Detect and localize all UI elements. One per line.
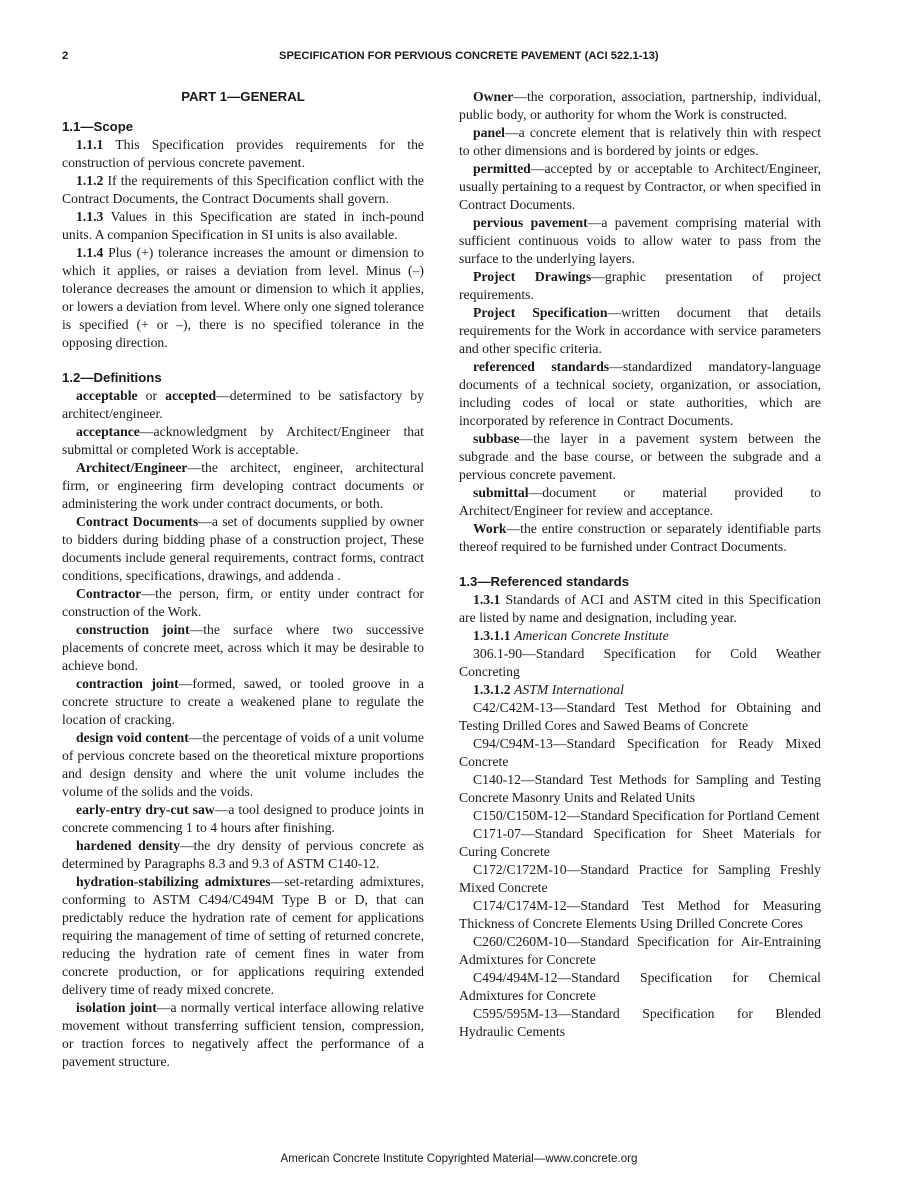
definition-item xyxy=(459,88,821,124)
definition-text: —written document that details requirements for the Work in accordance with service parameters and other specific criteria. xyxy=(459,305,822,356)
definition-item xyxy=(62,585,424,621)
standard-item: C595/595M-13—Standard Specification for Blended Hydraulic Cements xyxy=(459,1006,821,1039)
definition-term: pervious pavement xyxy=(473,215,588,230)
paragraph-text: Plus (+) tolerance increases the amount or dimension to which it applies, or raises a deviation from level. Minus (–) tolerance decreases the amount or dimension to which it applies, or lowers a deviation from level. Where only one signed tolerance is specified (+ or –), there is no specified tolerance in the opposing direction. xyxy=(62,245,424,350)
paragraph-number: 1.1.3 xyxy=(76,209,104,224)
definition-text: —the percentage of voids of a unit volume of pervious concrete based on the theoretical mixture proportions and design density and where the unit volume includes the volume of the solids and the voids. xyxy=(62,730,424,799)
paragraph-text: Values in this Specification are stated in inch-pound units. A companion Specification in SI units is also available. xyxy=(62,209,424,242)
standard-item: C171-07—Standard Specification for Sheet Materials for Curing Concrete xyxy=(459,826,821,859)
part-title: PART 1—GENERAL xyxy=(181,89,305,104)
aci-standards-list xyxy=(459,645,821,681)
definition-text: —a tool designed to produce joints in concrete commencing 1 to 4 hours after finishing. xyxy=(62,802,424,835)
standard-item: 306.1-90—Standard Specification for Cold Weather Concreting xyxy=(459,646,821,679)
standard-item: C494/494M-12—Standard Specification for Chemical Admixtures for Concrete xyxy=(459,970,821,1003)
copyright-footer: American Concrete Institute Copyrighted Material—www.concrete.org xyxy=(280,1152,638,1165)
definition-item xyxy=(62,459,424,513)
standard-item: C42/C42M-13—Standard Test Method for Obtaining and Testing Drilled Cores and Sawed Beams of Concrete xyxy=(459,700,821,733)
definition-text: —accepted by or acceptable to Architect/Engineer, usually pertaining to a request by Contractor, or when specified in Contract Documents. xyxy=(459,161,821,212)
referenced-standards-intro: 1.3.1 Standards of ACI and ASTM cited in this Specification are listed by name and designation, including year. xyxy=(459,592,821,625)
section-heading-definitions: 1.2—Definitions xyxy=(62,370,162,385)
standard-item: C94/C94M-13—Standard Specification for Ready Mixed Concrete xyxy=(459,736,821,769)
definition-item xyxy=(459,304,821,358)
definition-text: —determined to be satisfactory by architect/engineer. xyxy=(62,388,424,421)
paragraph-text: If the requirements of this Specification conflict with the Contract Documents, the Contract Documents shall govern. xyxy=(62,173,424,206)
definition-text: —the entire construction or separately identifiable parts thereof required to be furnished under Contract Documents. xyxy=(459,521,821,554)
aci-subheading: 1.3.1.1 American Concrete Institute xyxy=(473,628,669,643)
right-column xyxy=(459,88,821,1041)
scope-paragraph xyxy=(62,244,424,352)
scope-paragraph xyxy=(62,136,424,172)
definition-term: Contractor xyxy=(76,586,142,601)
definition-text: —the dry density of pervious concrete as determined by Paragraphs 8.3 and 9.3 of ASTM C140-12. xyxy=(62,838,424,871)
definition-term: construction joint xyxy=(76,622,190,637)
scope-paragraph xyxy=(62,172,424,208)
definition-text: —the layer in a pavement system between the subgrade and the base course, or between the subgrade and a pervious concrete pavement. xyxy=(459,431,821,482)
left-column xyxy=(62,88,424,1071)
definition-text: —formed, sawed, or tooled groove in a concrete structure to create a weakened plane to regulate the location of cracking. xyxy=(62,676,425,727)
definition-text: —a set of documents supplied by owner to bidders during bidding phase of a construction project, These documents include general requirements, contract forms, contract conditions, specifications, drawings, and addenda . xyxy=(62,514,424,583)
standard-item: C172/C172M-10—Standard Practice for Sampling Freshly Mixed Concrete xyxy=(459,862,821,895)
definition-item xyxy=(459,124,821,160)
definition-term: permitted xyxy=(473,161,531,176)
standard-item: C174/C174M-12—Standard Test Method for Measuring Thickness of Concrete Elements Using Drilled Concrete Cores xyxy=(459,898,821,931)
scope-list xyxy=(62,136,424,352)
definition-item xyxy=(459,430,821,484)
definition-connector: or xyxy=(137,388,166,403)
section-heading-scope: 1.1—Scope xyxy=(62,119,134,134)
running-header xyxy=(62,50,852,70)
definition-item xyxy=(459,484,821,520)
definition-text: —a normally vertical interface allowing relative movement without transferring sufficient tension, compression, or traction forces to negatively affect the performance of a pavement structure. xyxy=(62,1000,424,1069)
definition-text: —document or material provided to Architect/Engineer for review and acceptance. xyxy=(459,485,821,518)
definition-text: —standardized mandatory-language documents of a technical society, organization, or association, including codes of local or state authorities, which are incorporated by reference in Contract Documents. xyxy=(459,359,821,428)
definition-term: acceptance xyxy=(76,424,140,439)
definition-term: Project Specification xyxy=(473,305,608,320)
definition-item xyxy=(62,387,424,423)
definition-item xyxy=(62,999,424,1071)
definition-term: panel xyxy=(473,125,505,140)
paragraph-number: 1.3.1.1 xyxy=(473,628,511,643)
definition-item xyxy=(459,268,821,304)
definition-item xyxy=(62,513,424,585)
definition-item xyxy=(62,621,424,675)
definition-item xyxy=(62,729,424,801)
definition-item xyxy=(62,873,424,999)
definition-term: acceptable xyxy=(76,388,138,403)
astm-standards-list xyxy=(459,699,821,1041)
running-title: SPECIFICATION FOR PERVIOUS CONCRETE PAVEMENT (ACI 522.1-13) xyxy=(279,50,659,62)
paragraph-number: 1.1.1 xyxy=(76,137,104,152)
section-heading-referenced-standards: 1.3—Referenced standards xyxy=(459,574,630,589)
definition-term: design void content xyxy=(76,730,189,745)
definition-term: Architect/Engineer xyxy=(76,460,188,475)
definition-text: —the surface where two successive placements of concrete meet, across which it may be desirable to achieve bond. xyxy=(62,622,424,673)
definition-item xyxy=(62,801,424,837)
definition-term: subbase xyxy=(473,431,520,446)
definition-item xyxy=(459,214,821,268)
definition-text: —a pavement comprising material with sufficient continuous voids to allow water to pass from the surface to the underlying layers. xyxy=(459,215,821,266)
definition-item xyxy=(62,837,424,873)
definition-text: —graphic presentation of project requirements. xyxy=(459,269,821,302)
paragraph-number: 1.3.1.2 xyxy=(473,682,511,697)
standard-item: C150/C150M-12—Standard Specification for Portland Cement xyxy=(473,808,820,823)
definition-text: —acknowledgment by Architect/Engineer that submittal or completed Work is acceptable. xyxy=(62,424,424,457)
definition-term: isolation joint xyxy=(76,1000,157,1015)
paragraph-number: 1.3.1 xyxy=(473,592,501,607)
definition-term: Owner xyxy=(473,89,514,104)
page-number: 2 xyxy=(62,50,69,62)
definition-item xyxy=(459,520,821,556)
scope-paragraph xyxy=(62,208,424,244)
definition-item xyxy=(62,675,424,729)
paragraph-number: 1.1.4 xyxy=(76,245,104,260)
definition-term: Project Drawings xyxy=(473,269,592,284)
definition-text: —the person, firm, or entity under contract for construction of the Work. xyxy=(62,586,424,619)
paragraph-number: 1.1.2 xyxy=(76,173,104,188)
definition-term: contraction joint xyxy=(76,676,179,691)
standard-item: C260/C260M-10—Standard Specification for Air-Entraining Admixtures for Concrete xyxy=(459,934,821,967)
definition-item xyxy=(459,358,821,430)
definition-item xyxy=(459,160,821,214)
definition-term: submittal xyxy=(473,485,529,500)
definition-term: accepted xyxy=(165,388,217,403)
definition-text: —a concrete element that is relatively thin with respect to other dimensions and is bordered by joints or edges. xyxy=(459,125,821,158)
definition-term: hardened density xyxy=(76,838,180,853)
definition-text: —the corporation, association, partnership, individual, public body, or authority for whom the Work is constructed. xyxy=(459,89,821,122)
definitions-list-left xyxy=(62,387,424,1071)
definition-item xyxy=(62,423,424,459)
standard-item: C140-12—Standard Test Methods for Sampling and Testing Concrete Masonry Units and Related Units xyxy=(459,772,821,805)
definition-term: referenced standards xyxy=(473,359,610,374)
definition-term: early-entry dry-cut saw xyxy=(76,802,215,817)
definition-text: —the architect, engineer, architectural firm, or engineering firm developing contract documents or administering the work under contract documents, or both. xyxy=(62,460,424,511)
definition-term: Work xyxy=(473,521,507,536)
paragraph-text: This Specification provides requirements for the construction of pervious concrete pavement. xyxy=(62,137,424,170)
astm-subheading: 1.3.1.2 ASTM International xyxy=(473,682,624,697)
definition-text: —set-retarding admixtures, conforming to ASTM C494/C494M Type B or D, that can predictably reduce the hydration rate of cement for applications requiring the management of time of setting of returned concrete, reducing the hydration rate of cement fines in water from concrete production, or for applications requiring extended delivery time of ready mixed concrete. xyxy=(62,874,424,997)
definition-term: hydration-stabilizing admixtures xyxy=(76,874,271,889)
definition-term: Contract Documents xyxy=(76,514,199,529)
definitions-list-right xyxy=(459,88,821,556)
